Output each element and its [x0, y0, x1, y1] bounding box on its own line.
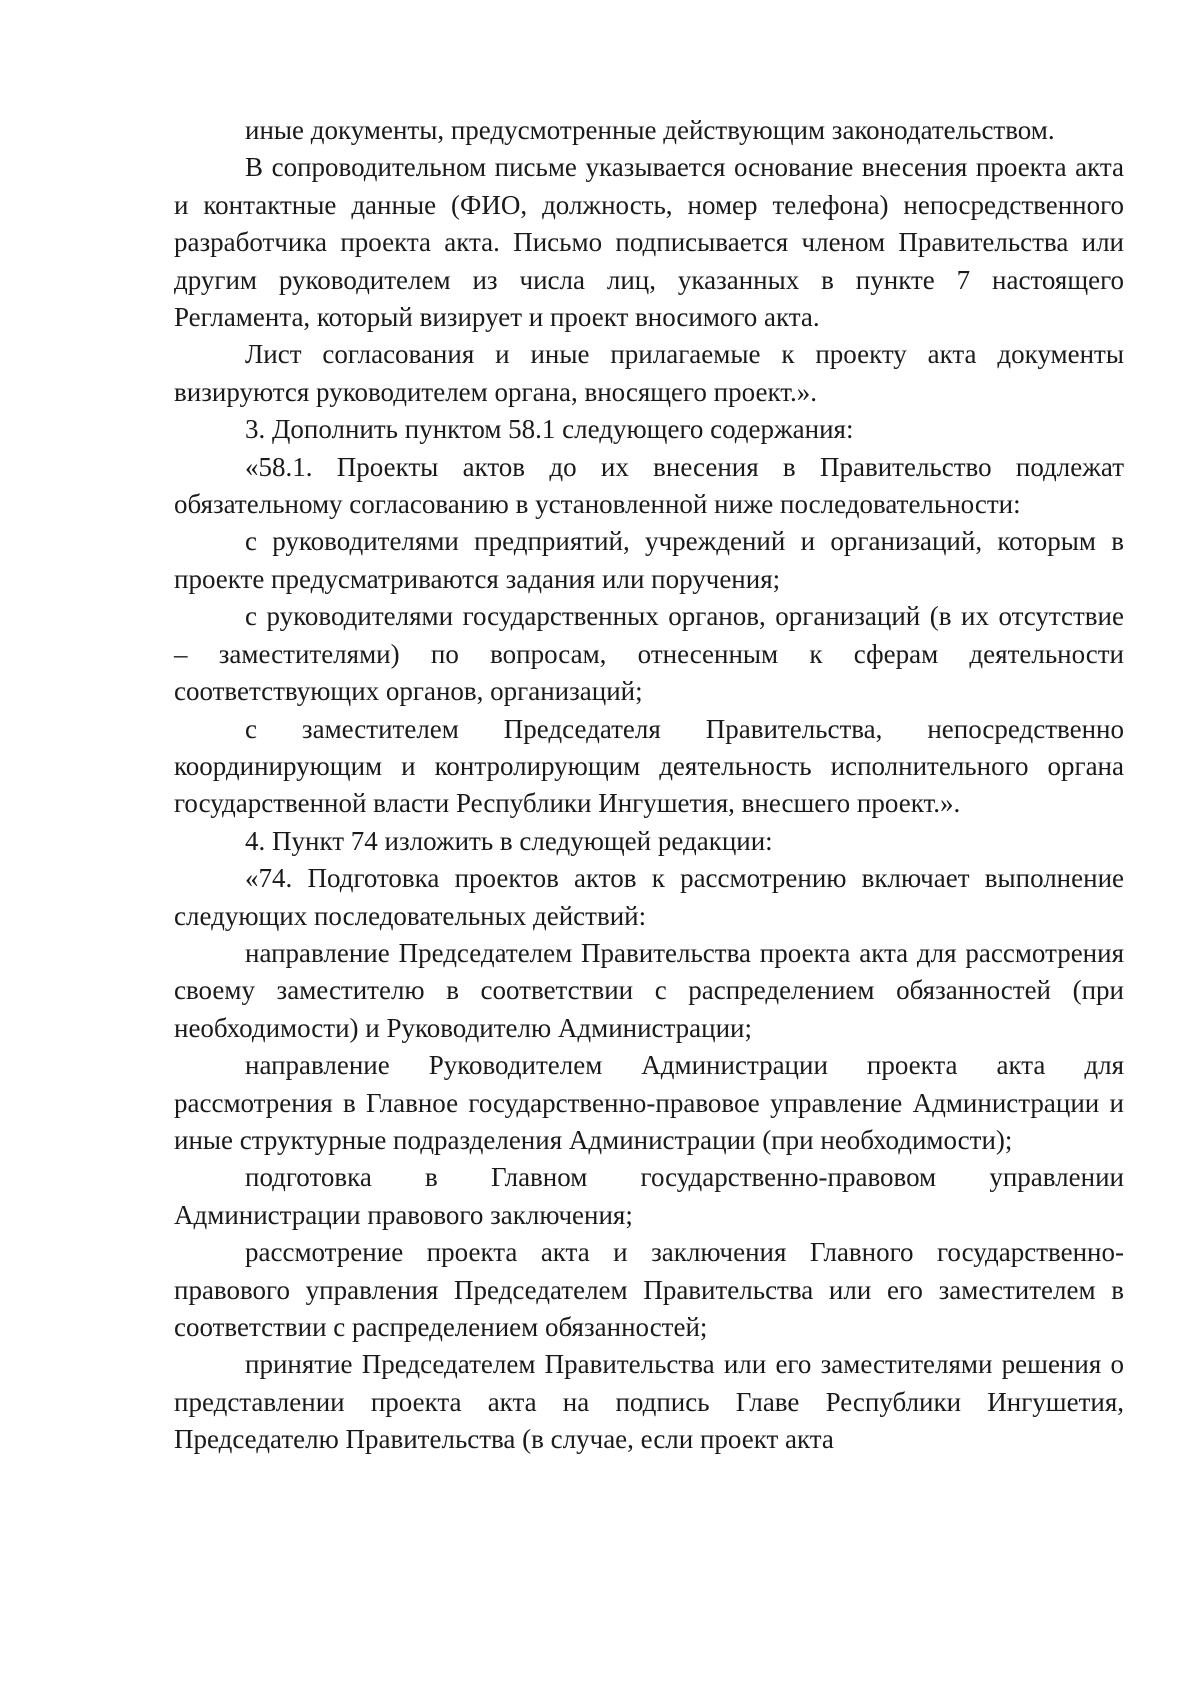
- paragraph-step-chairman-referral: направление Председателем Правительства проекта акта для рассмотрения своему заместителю в соответствии с распределением обязанностей (при необходимости) и Руководителю Администрации;: [174, 937, 1124, 1043]
- paragraph-cover-letter: В сопроводительном письме указывается основание внесения проекта акта и контактные данные (ФИО, должность, номер телефона) непосредственного разработчика проекта акта. Письмо подписывается членом Правительства или другим руководителем из числа лиц, указанных в пункте 7 настоящего Регламента, который визирует и проект вносимого акта.: [174, 152, 1124, 333]
- document-body: [174, 112, 1124, 1459]
- paragraph-clause-74: «74. Подготовка проектов актов к рассмотрению включает выполнение следующих последовательных действий:: [174, 863, 1124, 931]
- paragraph-step-legal-opinion: подготовка в Главном государственно-правовом управлении Администрации правового заключения;: [174, 1162, 1124, 1230]
- paragraph-item-3: 3. Дополнить пунктом 58.1 следующего содержания:: [245, 414, 854, 445]
- paragraph-step-administration-referral: направление Руководителем Администрации проекта акта для рассмотрения в Главное государственно-правовое управление Администрации и иные структурные подразделения Администрации (при необходимости);: [174, 1050, 1124, 1155]
- paragraph-step-review: рассмотрение проекта акта и заключения Главного государственно-правового управления Председателем Правительства или его заместителем в соответствии с распределением обязанностей;: [174, 1237, 1124, 1342]
- paragraph-approval-sheet: Лист согласования и иные прилагаемые к проекту акта документы визируются руководителем органа, вносящего проект.».: [174, 339, 1124, 407]
- paragraph-item-4: 4. Пункт 74 изложить в следующей редакции:: [245, 825, 773, 856]
- paragraph-agree-enterprises: с руководителями предприятий, учреждений и организаций, которым в проекте предусматриваются задания или поручения;: [174, 526, 1124, 594]
- paragraph-step-decision: принятие Председателем Правительства или его заместителями решения о представлении проекта акта на подпись Главе Республики Ингушетия, Председателю Правительства (в случае, если проект акта: [174, 1349, 1124, 1455]
- paragraph-agree-state-bodies: с руководителями государственных органов, организаций (в их отсутствие – заместителями) по вопросам, отнесенным к сферам деятельности соответствующих органов, организаций;: [174, 601, 1124, 707]
- paragraph-agree-deputy-chairman: с заместителем Председателя Правительства, непосредственно координирующим и контролирующим деятельность исполнительного органа государственной власти Республики Ингушетия, внесшего проект.».: [174, 713, 1124, 819]
- paragraph-other-documents: иные документы, предусмотренные действующим законодательством.: [245, 115, 1055, 145]
- paragraph-clause-58-1: «58.1. Проекты актов до их внесения в Правительство подлежат обязательному согласованию в установленной ниже последовательности:: [174, 451, 1124, 520]
